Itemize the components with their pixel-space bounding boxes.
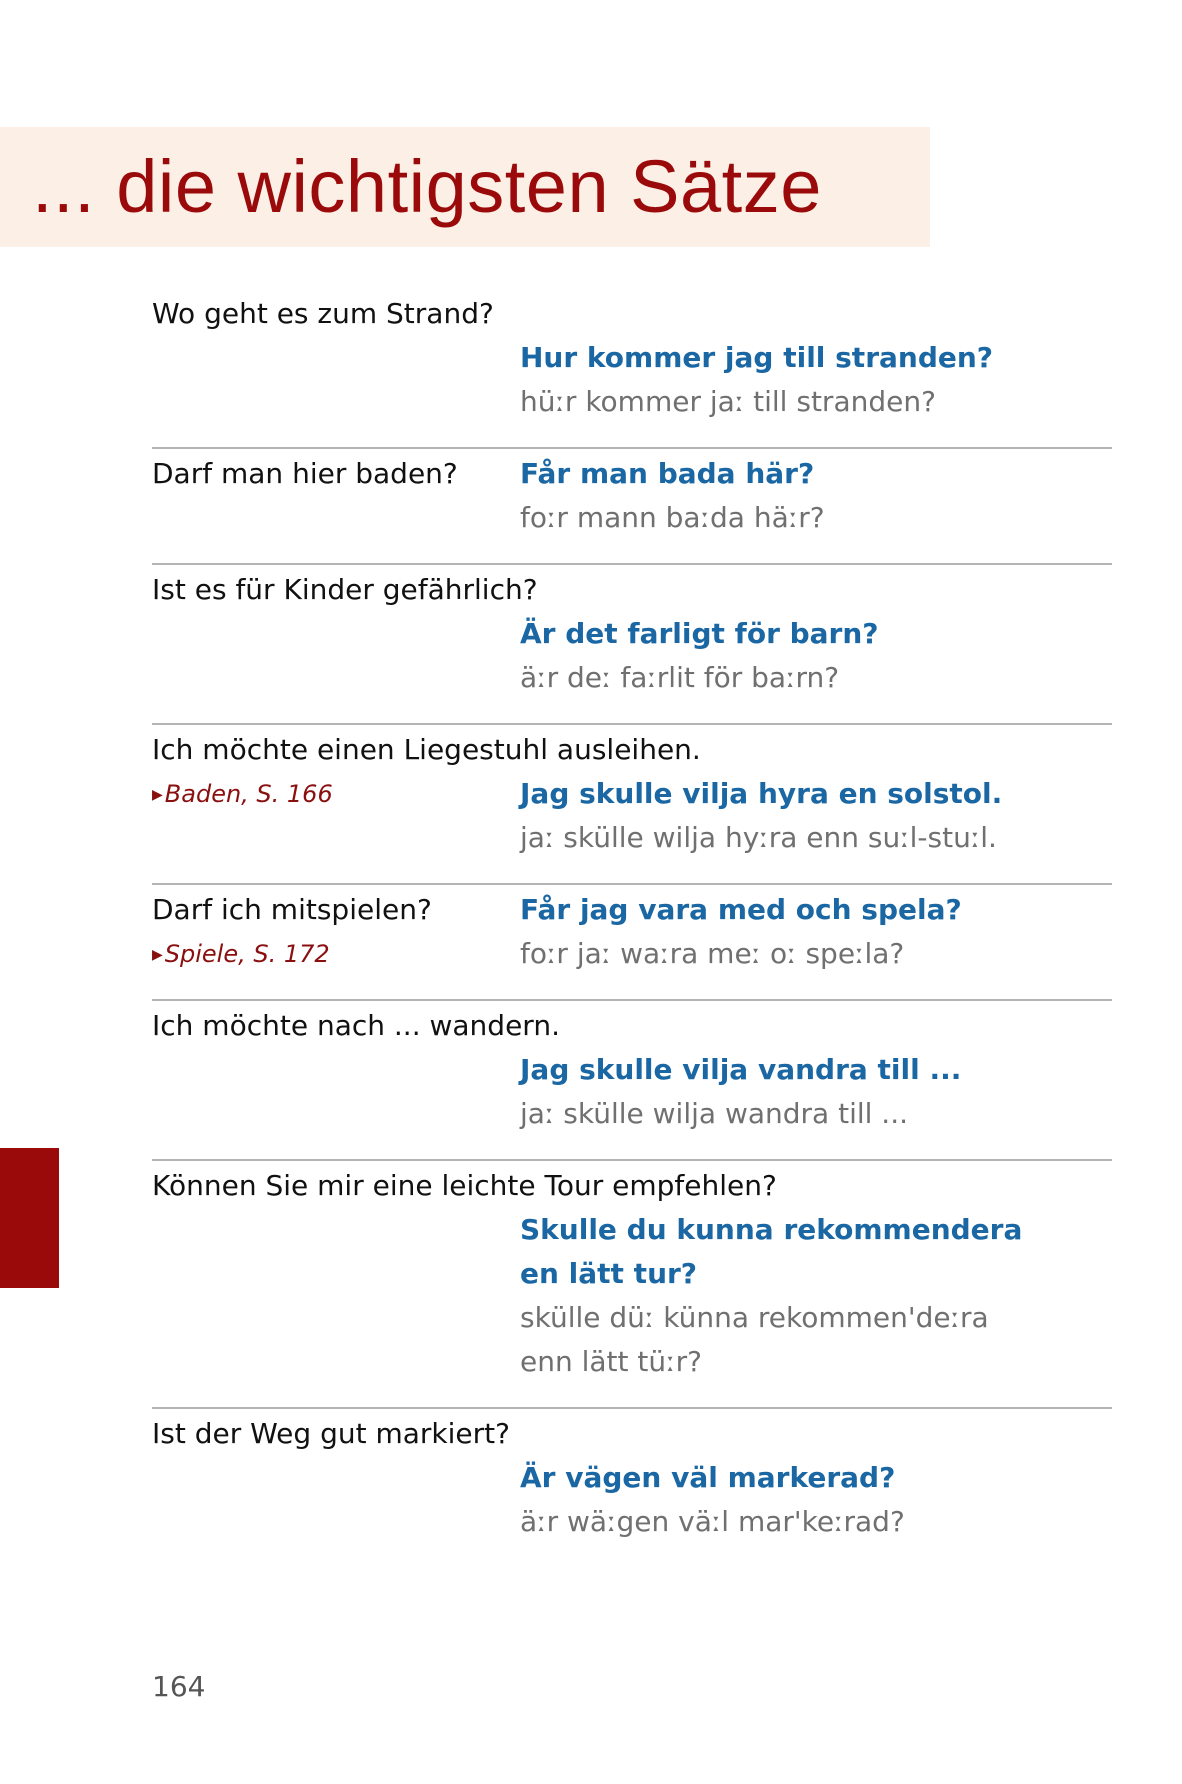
german-phrase: Darf man hier baden? (152, 457, 458, 490)
pronunciation: äːr deː faːrlit för baːrn? (520, 661, 840, 694)
triangle-right-icon: ▶ (152, 947, 163, 963)
pronunciation-line-2: enn lätt tüːr? (520, 1345, 702, 1378)
swedish-translation: Är vägen väl markerad? (520, 1461, 896, 1494)
swedish-translation: Är det farligt för barn? (520, 617, 879, 650)
pronunciation: äːr wäːgen väːl mar'keːrad? (520, 1505, 905, 1538)
pronunciation-line-1: skülle düː künna rekommen'deːra (520, 1301, 989, 1334)
divider (152, 1407, 1112, 1409)
divider (152, 883, 1112, 885)
cross-reference-link[interactable] (152, 772, 333, 817)
german-phrase: Ist es für Kinder gefährlich? (152, 573, 538, 606)
german-phrase: Wo geht es zum Strand? (152, 297, 494, 330)
german-phrase: Ich möchte nach ... wandern. (152, 1009, 560, 1042)
pronunciation: foːr jaː waːra meː oː speːla? (520, 937, 905, 970)
cross-reference-text: Baden, S. 166 (164, 780, 333, 808)
page-number: 164 (152, 1670, 206, 1703)
pronunciation: foːr mann baːda häːr? (520, 501, 825, 534)
swedish-translation: Får jag vara med och spela? (520, 893, 962, 926)
divider (152, 447, 1112, 449)
pronunciation: jaː skülle wilja hyːra enn suːl-stuːl. (520, 821, 997, 854)
cross-reference-link[interactable] (152, 932, 330, 977)
german-phrase: Ich möchte einen Liegestuhl ausleihen. (152, 733, 701, 766)
swedish-translation-line-2: en lätt tur? (520, 1257, 698, 1290)
swedish-translation: Får man bada här? (520, 457, 815, 490)
swedish-translation-line-1: Skulle du kunna rekommendera (520, 1213, 1023, 1246)
swedish-translation: Jag skulle vilja hyra en solstol. (520, 777, 1003, 810)
divider (152, 723, 1112, 725)
swedish-translation: Jag skulle vilja vandra till ... (520, 1053, 962, 1086)
german-phrase: Darf ich mitspielen? (152, 893, 432, 926)
divider (152, 1159, 1112, 1161)
page-title: ... die wichtigsten Sätze (32, 145, 822, 228)
swedish-translation: Hur kommer jag till stranden? (520, 341, 994, 374)
divider (152, 563, 1112, 565)
german-phrase: Ist der Weg gut markiert? (152, 1417, 510, 1450)
triangle-right-icon: ▶ (152, 787, 163, 803)
chapter-tab-marker (0, 1148, 59, 1288)
pronunciation: hüːr kommer jaː till stranden? (520, 385, 936, 418)
pronunciation: jaː skülle wilja wandra till ... (520, 1097, 909, 1130)
divider (152, 999, 1112, 1001)
cross-reference-text: Spiele, S. 172 (164, 940, 330, 968)
german-phrase: Können Sie mir eine leichte Tour empfehlen? (152, 1169, 777, 1202)
